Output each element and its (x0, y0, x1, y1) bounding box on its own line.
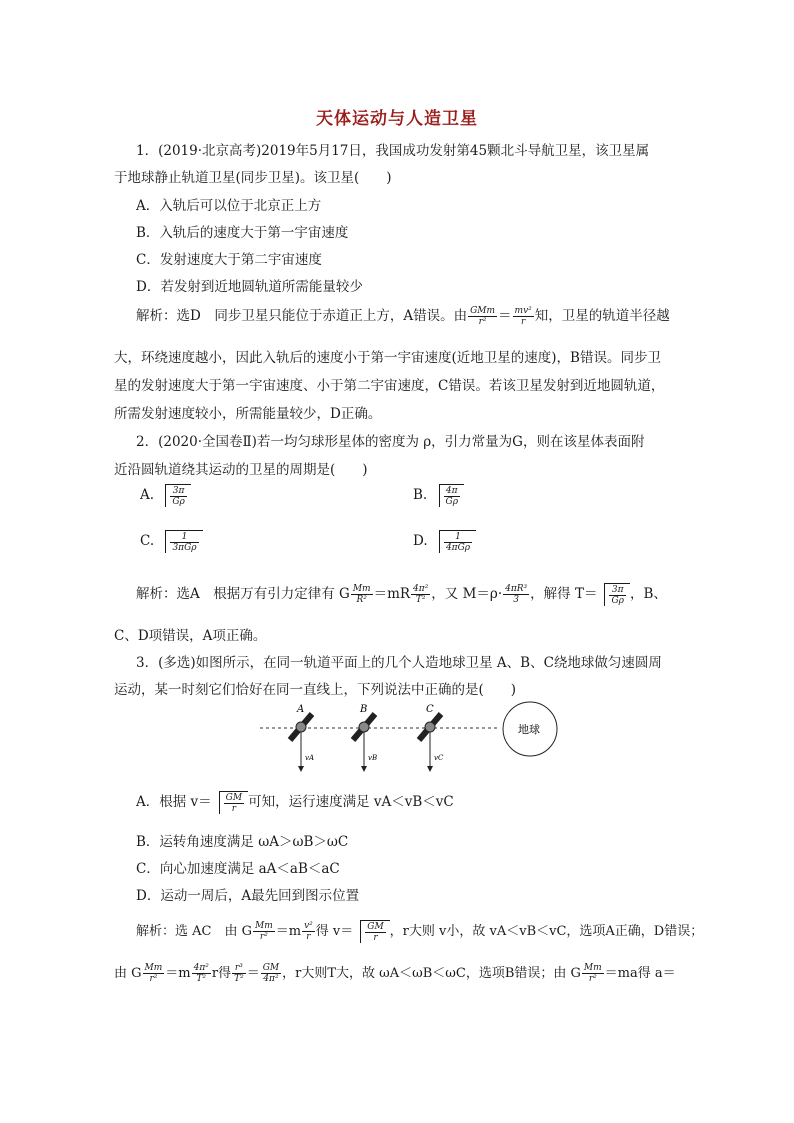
q1-analysis-line1 (136, 304, 670, 327)
label-c: C (426, 704, 434, 715)
q3-analysis-text: ＝ma得 a＝ (604, 966, 676, 981)
q3-analysis-text: 解析：选 AC 由 G (136, 924, 252, 939)
q2-analysis-text: ＝mR (373, 586, 411, 602)
q1-option-a: A．入轨后可以位于北京正上方 (136, 198, 322, 214)
q3-analysis-text: 得 v＝ (315, 924, 354, 939)
q1-analysis-text: 解析：选D 同步卫星只能位于赤道正上方，A错误。由 (136, 308, 468, 324)
fraction-denominator: r (306, 932, 311, 942)
fraction (261, 963, 281, 984)
fraction-denominator: R² (356, 595, 367, 605)
satellite-b (353, 704, 377, 772)
fraction (365, 922, 385, 943)
fraction (513, 306, 534, 327)
fraction (170, 532, 198, 553)
q2-analysis-text: ，B、 (629, 586, 667, 602)
fraction (503, 584, 529, 605)
fraction-numerator: 3π (609, 585, 625, 596)
q3-analysis-line1 (136, 920, 703, 943)
option-label: A. (140, 487, 155, 503)
q3-option-text: A．根据 v＝ (136, 794, 212, 810)
q2-option-a (140, 484, 191, 507)
fraction (192, 963, 211, 984)
fraction (232, 963, 246, 984)
q3-analysis-text: ＝ (246, 966, 260, 981)
fraction (411, 584, 430, 605)
sqrt-expression (158, 484, 190, 507)
q2-option-d (413, 530, 476, 553)
fraction-denominator: T² (415, 595, 426, 605)
q2-stem-line1: 2．(2020·全国卷Ⅱ)若一均匀球形星体的密度为 ρ，引力常量为G，则在该星体表面附 (136, 434, 645, 450)
q3-analysis-text: 由 G (114, 966, 142, 981)
q3-stem-line1: 3．(多选)如图所示，在同一轨道平面上的几个人造地球卫星 A、B、C绕地球做匀速圆周 (136, 655, 662, 671)
fraction-denominator: r² (478, 317, 487, 327)
sqrt-expression (158, 530, 202, 553)
fraction-denominator: T² (196, 974, 207, 984)
q3-option-a (136, 790, 454, 814)
fraction (444, 532, 472, 553)
q3-analysis-line2 (114, 962, 676, 984)
q3-analysis-text: ＝m (275, 924, 302, 939)
fraction-numerator: r³ (232, 963, 246, 974)
label-b: B (360, 704, 368, 715)
fraction-numerator: mv² (514, 306, 532, 316)
sqrt-expression (432, 484, 464, 507)
fraction-numerator: 3π (170, 486, 186, 497)
option-label: B. (413, 487, 428, 503)
label-a: A (297, 704, 305, 715)
q1-stem-line2: 于地球静止轨道卫星(同步卫星)。该卫星( ) (114, 170, 392, 186)
q3-option-d: D．运动一周后，A最先回到图示位置 (136, 888, 360, 904)
q2-analysis-text: ，解得 T＝ (530, 586, 598, 602)
q3-option-c: C．向心加速度满足 aA＜aB＜aC (136, 861, 340, 877)
fraction-numerator: 4πR³ (505, 584, 528, 594)
option-label: C. (140, 533, 155, 549)
label-va: vA (305, 754, 315, 762)
sqrt-expression (353, 920, 389, 943)
fraction-numerator: GM (367, 922, 384, 932)
q3-analysis-text: ，r大则T大，故 ωA＜ωB＜ωC，选项B错误；由 G (282, 966, 581, 981)
fraction (582, 963, 604, 984)
q2-analysis-line2: C、D项错误，A项正确。 (114, 628, 267, 644)
fraction-numerator: 4π² (413, 584, 429, 594)
satellite-diagram (260, 700, 560, 780)
label-vc: vC (434, 754, 444, 762)
q1-analysis-line2: 大，环绕速度越小，因此入轨后的速度小于第一宇宙速度(近地卫星的速度)，B错误。同步卫 (114, 350, 661, 366)
fraction-denominator: r (520, 317, 526, 327)
fraction-denominator: T² (234, 974, 244, 984)
q2-option-b (413, 484, 464, 507)
q3-analysis-text: r得 (211, 966, 232, 981)
fraction-numerator: Mm (583, 963, 602, 973)
q3-stem-line2: 运动，某一时刻它们恰好在同一直线上，下列说法中正确的是( ) (114, 682, 517, 698)
q1-option-d: D．若发射到近地圆轨道所需能量较少 (136, 279, 363, 295)
q3-analysis-text: ，r大则 v小，故 vA＜vB＜vC，选项A正确，D错误； (389, 924, 704, 939)
fraction-denominator: r (373, 933, 378, 943)
fraction (143, 963, 165, 984)
fraction-numerator: 4π (444, 486, 460, 497)
fraction-numerator: GMm (470, 306, 496, 316)
satellite-a (290, 704, 314, 772)
q3-option-text: 可知，运行速度满足 vA＜vB＜vC (248, 794, 454, 810)
q2-analysis-text: ，又 M＝ρ· (431, 586, 503, 602)
fraction-numerator: Mm (352, 584, 371, 594)
fraction-numerator: 4π² (193, 963, 209, 973)
earth-label: 地球 (518, 723, 540, 736)
q1-analysis-line4: 所需发射速度较小，所需能量较少，D正确。 (114, 406, 382, 422)
fraction-denominator: 4π² (263, 974, 279, 984)
fraction-denominator: r² (259, 932, 268, 942)
page-title: 天体运动与人造卫星 (316, 109, 478, 129)
option-label: D. (413, 533, 428, 549)
satellite-c (419, 704, 444, 772)
sqrt-expression (597, 583, 629, 606)
label-vb: vB (368, 754, 378, 762)
fraction-numerator: GM (262, 963, 280, 973)
q2-analysis-line1 (136, 582, 667, 606)
fraction-numerator: GM (225, 793, 243, 803)
q1-stem-line1: 1．(2019·北京高考)2019年5月17日，我国成功发射第45颗北斗导航卫星，该卫星属 (136, 143, 650, 159)
fraction (302, 921, 315, 942)
fraction (170, 486, 186, 507)
fraction-numerator: Mm (144, 963, 163, 973)
fraction-denominator: Gρ (172, 497, 185, 507)
q2-analysis-text: 解析：选A 根据万有引力定律有 G (136, 586, 350, 602)
fraction (253, 921, 275, 942)
fraction (444, 486, 460, 507)
fraction (351, 584, 373, 605)
fraction-denominator: Gρ (445, 497, 458, 507)
fraction-numerator: v² (304, 921, 313, 931)
q1-option-b: B．入轨后的速度大于第一宇宙速度 (136, 225, 349, 241)
q2-option-c (140, 530, 203, 553)
fraction-numerator: 1 (170, 532, 198, 543)
fraction-denominator: 3 (513, 595, 520, 605)
fraction-denominator: 4πGρ (445, 543, 471, 553)
q3-analysis-text: ＝m (165, 966, 191, 981)
fraction-numerator: Mm (255, 921, 273, 931)
fraction-denominator: r (231, 804, 237, 814)
fraction (609, 585, 625, 606)
sqrt-expression (432, 530, 476, 553)
fraction-denominator: r² (149, 974, 158, 984)
fraction (468, 306, 497, 327)
fraction-denominator: Gρ (611, 596, 624, 606)
q2-stem-line2: 近沿圆轨道绕其运动的卫星的周期是( ) (114, 462, 368, 478)
q1-analysis-line3: 星的发射速度大于第一宇宙速度、小于第二宇宙速度，C错误。若该卫星发射到近地圆轨道， (114, 378, 665, 394)
sqrt-expression (212, 791, 248, 814)
fraction-denominator: r² (588, 974, 597, 984)
equals-sign: ＝ (498, 308, 512, 324)
fraction (224, 793, 244, 814)
q1-analysis-text: 知，卫星的轨道半径越 (534, 308, 670, 324)
fraction-denominator: 3πGρ (172, 543, 197, 553)
q1-option-c: C．发射速度大于第二宇宙速度 (136, 252, 322, 268)
q3-option-b: B．运转角速度满足 ωA＞ωB＞ωC (136, 834, 349, 850)
fraction-numerator: 1 (444, 532, 472, 543)
